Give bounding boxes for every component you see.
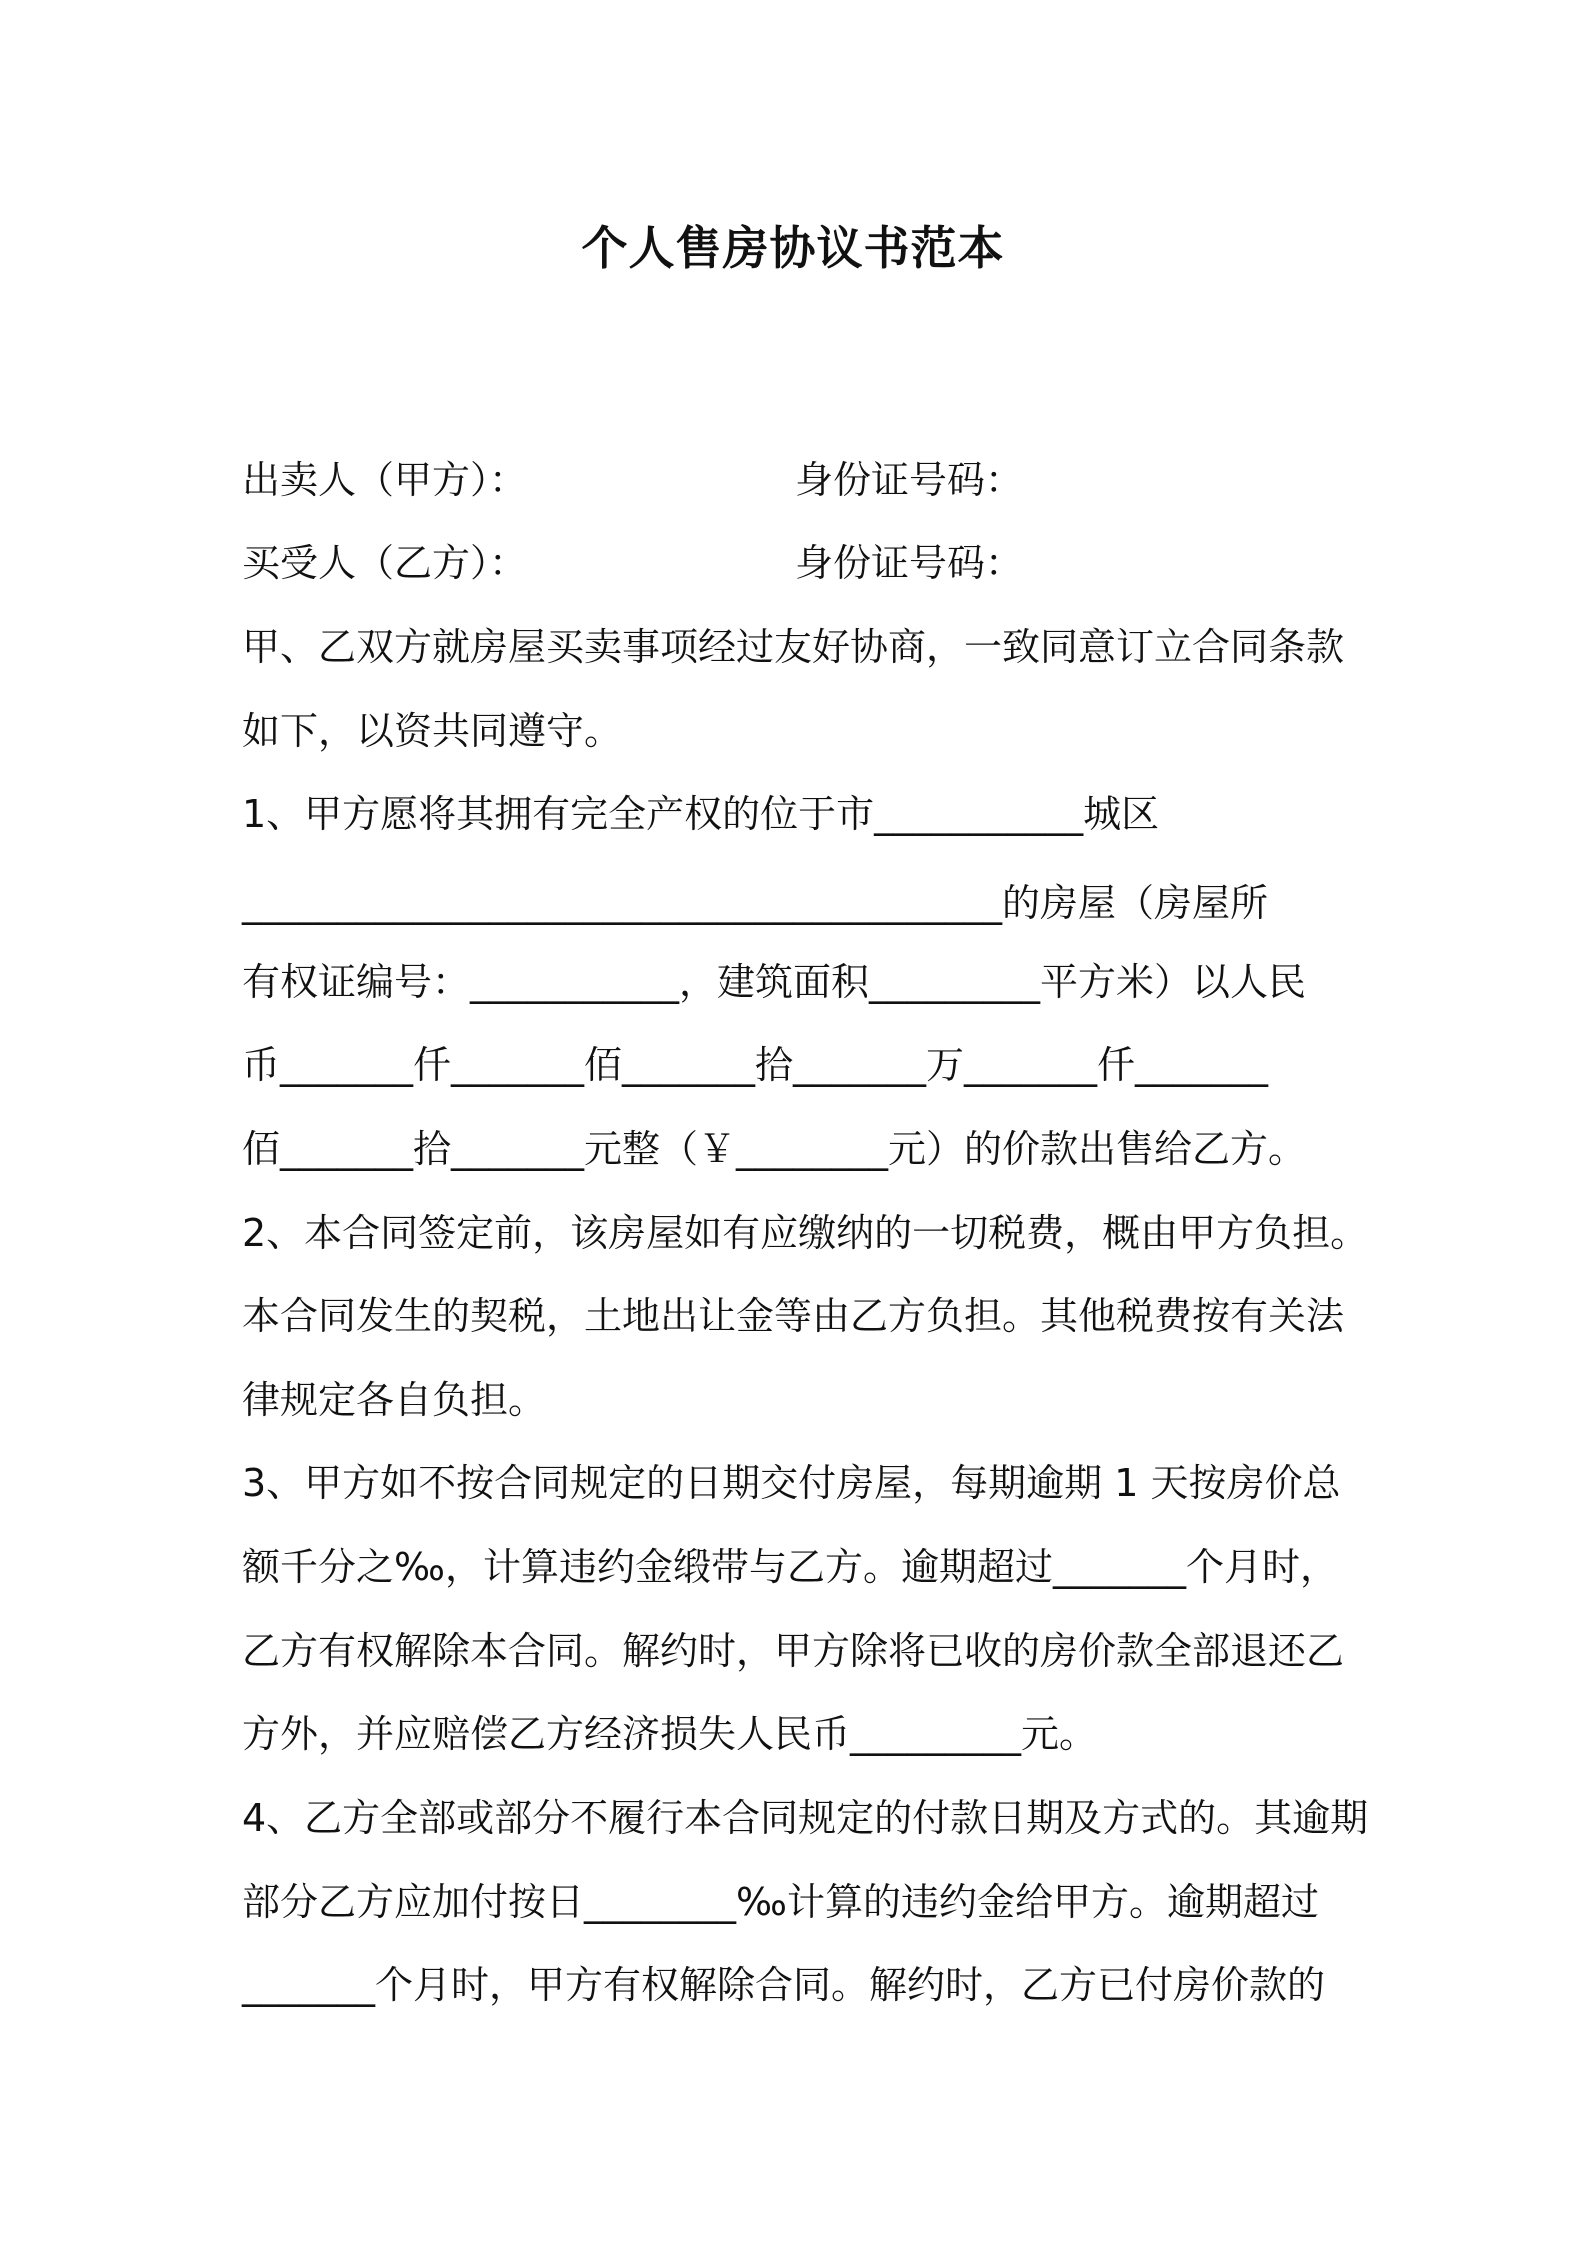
buyer-id-label: 身份证号码： bbox=[795, 541, 1024, 585]
clause-2-line: 本合同发生的契税，土地出让金等由乙方负担。其他税费按有关法 bbox=[242, 1294, 1345, 1338]
body-line: 甲、乙双方就房屋买卖事项经过友好协商，一致同意订立合同条款 bbox=[242, 625, 1345, 669]
clause-1-line: 佰_______拾_______元整（￥________元）的价款出售给乙方。 bbox=[242, 1127, 1307, 1171]
clause-4-line: 4、乙方全部或部分不履行本合同规定的付款日期及方式的。其逾期 bbox=[242, 1796, 1369, 1840]
seller-id-label: 身份证号码： bbox=[795, 458, 1024, 502]
clause-4-line: _______个月时，甲方有权解除合同。解约时，乙方已付房价款的 bbox=[242, 1963, 1326, 2007]
clause-1-line: 币_______仟_______佰_______拾_______万_______仟_______ bbox=[242, 1043, 1269, 1087]
buyer-label: 买受人（乙方）： bbox=[242, 541, 528, 585]
clause-1-line: 1、甲方愿将其拥有完全产权的位于市___________城区 bbox=[242, 792, 1160, 836]
document-title: 个人售房协议书范本 bbox=[581, 221, 1005, 275]
clause-4-line: 部分乙方应加付按日________‰计算的违约金给甲方。逾期超过 bbox=[242, 1880, 1319, 1924]
clause-2-line: 律规定各自负担。 bbox=[242, 1378, 547, 1422]
body-line: 如下，以资共同遵守。 bbox=[242, 709, 623, 753]
clause-2-line: 2、本合同签定前，该房屋如有应缴纳的一切税费，概由甲方负担。 bbox=[242, 1211, 1369, 1255]
seller-label: 出卖人（甲方）： bbox=[242, 458, 528, 502]
clause-3-line: 乙方有权解除本合同。解约时，甲方除将已收的房价款全部退还乙 bbox=[242, 1629, 1345, 1673]
clause-3-line: 额千分之‰，计算违约金缎带与乙方。逾期超过_______个月时， bbox=[242, 1545, 1338, 1589]
clause-3-line: 方外，并应赔偿乙方经济损失人民币_________元。 bbox=[242, 1712, 1098, 1756]
clause-1-line: ________________________________________的房屋（房屋所 bbox=[242, 881, 1269, 925]
clause-1-line: 有权证编号：___________，建筑面积_________平方米）以人民 bbox=[242, 960, 1307, 1004]
clause-3-line: 3、甲方如不按合同规定的日期交付房屋，每期逾期 1 天按房价总 bbox=[242, 1461, 1341, 1505]
